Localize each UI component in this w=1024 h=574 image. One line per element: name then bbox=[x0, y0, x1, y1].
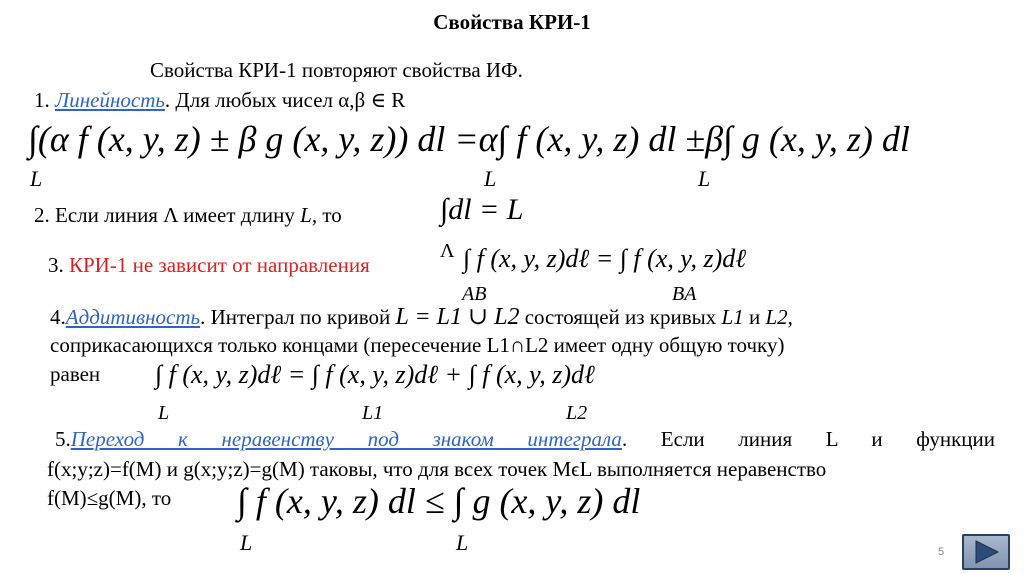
slide-title: Свойства КРИ-1 bbox=[433, 10, 591, 34]
additivity-formula: ∫ f (x, y, z)dℓ = ∫ f (x, y, z)dℓ + ∫ f (x, y, z)dℓ bbox=[155, 360, 595, 389]
additivity-limit-1: L bbox=[158, 402, 170, 424]
property-5-number: 5. bbox=[55, 427, 71, 451]
property-4-text-b: состоящей из кривых bbox=[519, 305, 722, 329]
property-2-text-b: , то bbox=[311, 203, 342, 227]
direction-independence-text: КРИ-1 не зависит от направления bbox=[69, 253, 370, 277]
property-4-comma: , bbox=[787, 305, 793, 329]
curve-L1: L1 bbox=[721, 305, 744, 329]
additivity-limit-2: L1 bbox=[362, 402, 384, 424]
property-5-line-3: f(M)≤g(M), то bbox=[47, 486, 172, 510]
next-slide-button[interactable] bbox=[962, 534, 1010, 570]
property-1-heading bbox=[34, 88, 405, 113]
inequality-limit-2: L bbox=[456, 530, 469, 555]
intro-text: Свойства КРИ-1 повторяют свойства ИФ. bbox=[150, 58, 523, 82]
property-4-and: и bbox=[743, 305, 766, 329]
property-5-line-1 bbox=[55, 427, 995, 452]
inequality-limit-1: L bbox=[240, 530, 253, 555]
property-5-line-2: f(x;y;z)=f(M) и g(x;y;z)=g(M) таковы, что для всех точек MϵL выполняется неравенство bbox=[47, 457, 827, 481]
linearity-limit-2: L bbox=[484, 166, 497, 191]
property-3-text bbox=[48, 253, 370, 278]
property-1-number: 1. bbox=[34, 88, 55, 112]
linearity-limit-3: L bbox=[698, 166, 711, 191]
property-5-text-a: . Если линия L и функции bbox=[621, 427, 996, 451]
inequality-link[interactable]: Переход к неравенству под знаком интеграла bbox=[70, 427, 622, 451]
inequality-formula: ∫ f (x, y, z) dl ≤ ∫ g (x, y, z) dl bbox=[237, 481, 641, 521]
property-4-line-2: соприкасающихся только концами (пересечение L1∩L2 имеет одну общую точку) bbox=[50, 333, 785, 357]
additivity-link[interactable]: Аддитивность bbox=[65, 305, 201, 329]
curve-L2: L2 bbox=[765, 305, 788, 329]
property-4-number: 4. bbox=[50, 305, 66, 329]
additivity-limit-3: L2 bbox=[566, 402, 588, 424]
property-4-line-1 bbox=[50, 302, 793, 331]
length-limit: Λ bbox=[440, 240, 455, 262]
property-1-text: . Для любых чисел α,β ∈ R bbox=[164, 88, 406, 112]
direction-limit-2: BA bbox=[672, 283, 697, 305]
play-arrow-icon bbox=[964, 536, 1008, 568]
linearity-link[interactable]: Линейность bbox=[55, 88, 165, 112]
direction-formula: ∫ f (x, y, z)dℓ = ∫ f (x, y, z)dℓ bbox=[463, 244, 747, 273]
linearity-formula: ∫(α f (x, y, z) ± β g (x, y, z)) dl =α∫ f (x, y, z) dl ±β∫ g (x, y, z) dl bbox=[28, 119, 910, 159]
property-2-text-a: 2. Если линия Λ имеет длину bbox=[34, 203, 301, 227]
direction-limit-1: AB bbox=[462, 283, 487, 305]
property-3-number: 3. bbox=[48, 253, 69, 277]
length-formula: ∫dl = L bbox=[440, 193, 524, 226]
property-2-L: L bbox=[300, 203, 312, 227]
property-2-text bbox=[34, 203, 342, 228]
property-4-line-3: равен bbox=[50, 362, 101, 386]
property-4-text-a: . Интеграл по кривой bbox=[200, 305, 396, 329]
curve-union-formula: L = L1 ∪ L2 bbox=[395, 304, 520, 330]
page-number: 5 bbox=[938, 546, 945, 558]
linearity-limit-1: L bbox=[30, 166, 43, 191]
